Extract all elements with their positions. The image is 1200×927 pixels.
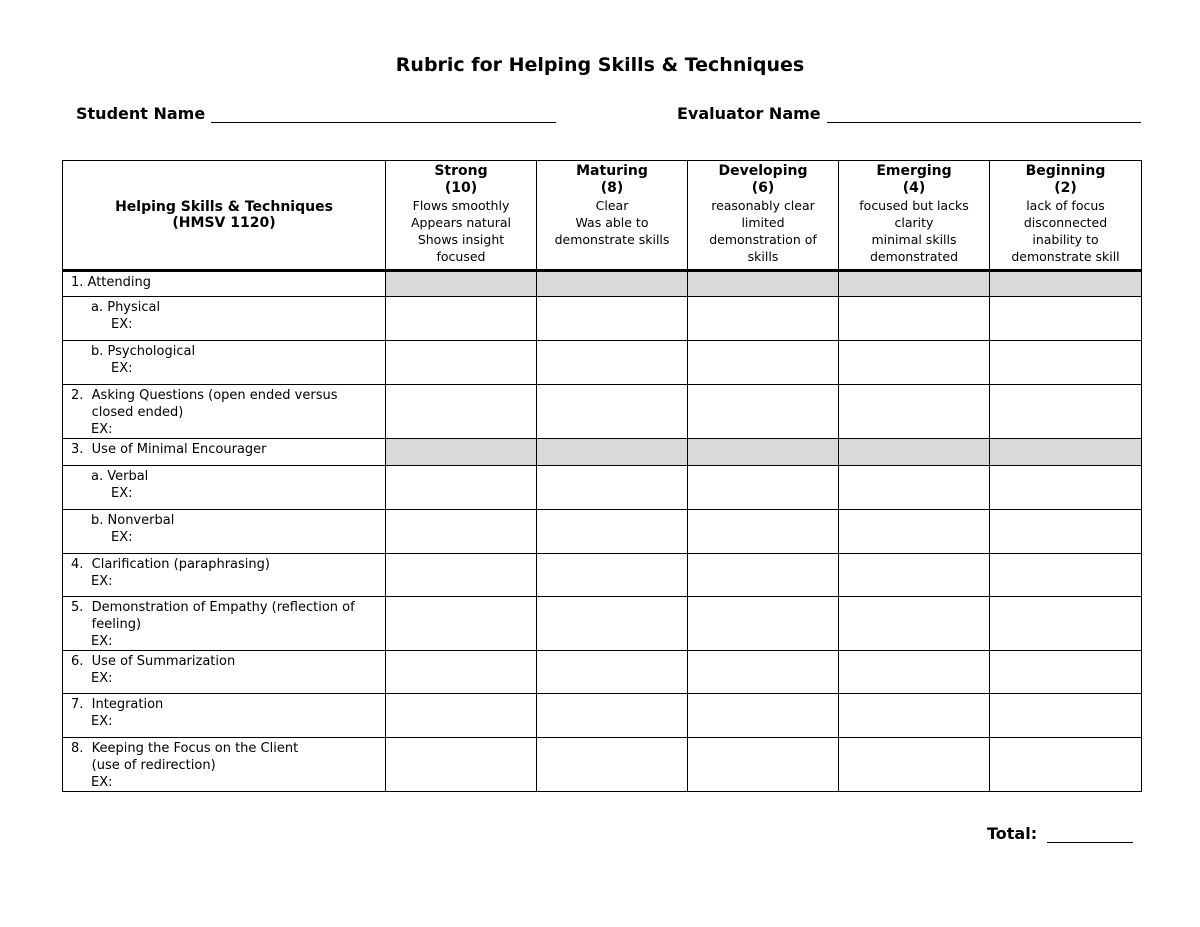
level-description: reasonably clear limited demonstration of skills [709, 198, 817, 264]
skill-label-cell [63, 694, 386, 738]
score-cell [990, 271, 1142, 297]
score-cell[interactable] [386, 466, 537, 510]
level-name: Maturing [576, 163, 648, 179]
level-description: lack of focus disconnected inability to demonstrate skill [1011, 198, 1120, 264]
score-cell[interactable] [990, 297, 1142, 341]
skill-label-cell [63, 738, 386, 792]
score-cell[interactable] [839, 651, 990, 694]
level-header-maturing [537, 161, 688, 271]
score-cell[interactable] [839, 738, 990, 792]
level-name: Strong [434, 163, 488, 179]
example-label: EX: [111, 361, 133, 376]
score-cell[interactable] [386, 510, 537, 554]
table-row [63, 439, 1142, 466]
score-cell[interactable] [537, 554, 688, 597]
table-row [63, 510, 1142, 554]
student-name-line[interactable] [211, 106, 556, 123]
rubric-table [62, 160, 1142, 792]
score-cell[interactable] [990, 651, 1142, 694]
score-cell[interactable] [688, 554, 839, 597]
skill-name: 5. Demonstration of Empathy (reflection of feeling) [71, 600, 355, 632]
skill-label-cell [63, 597, 386, 651]
example-label: EX: [111, 486, 133, 501]
score-cell[interactable] [537, 651, 688, 694]
score-cell[interactable] [688, 341, 839, 385]
example-label: EX: [91, 422, 113, 437]
score-cell [386, 271, 537, 297]
skill-name: 1. Attending [71, 275, 151, 290]
skill-label-cell [63, 297, 386, 341]
score-cell [688, 439, 839, 466]
skill-name: 7. Integration [71, 697, 164, 712]
total-label: Total: [987, 824, 1038, 843]
table-row [63, 554, 1142, 597]
level-points: (6) [751, 180, 775, 196]
example-label: EX: [111, 317, 133, 332]
score-cell [537, 439, 688, 466]
score-cell[interactable] [839, 297, 990, 341]
table-row [63, 271, 1142, 297]
score-cell[interactable] [537, 297, 688, 341]
score-cell[interactable] [688, 510, 839, 554]
evaluator-name-field [677, 104, 1141, 123]
skill-label-cell [63, 341, 386, 385]
student-name-label: Student Name [76, 104, 206, 123]
score-cell[interactable] [386, 554, 537, 597]
score-cell[interactable] [537, 597, 688, 651]
score-cell[interactable] [386, 597, 537, 651]
skill-label-cell [63, 554, 386, 597]
level-header-emerging [839, 161, 990, 271]
table-row [63, 694, 1142, 738]
score-cell[interactable] [990, 385, 1142, 439]
score-cell[interactable] [839, 510, 990, 554]
table-row [63, 385, 1142, 439]
score-cell[interactable] [990, 597, 1142, 651]
score-cell[interactable] [386, 651, 537, 694]
example-label: EX: [91, 775, 113, 790]
score-cell[interactable] [688, 597, 839, 651]
level-description: Flows smoothly Appears natural Shows insight focused [410, 198, 512, 264]
table-row [63, 297, 1142, 341]
score-cell[interactable] [537, 385, 688, 439]
skill-name: 8. Keeping the Focus on the Client (use of redirection) [71, 741, 299, 773]
level-points: (10) [444, 180, 478, 196]
score-cell[interactable] [688, 297, 839, 341]
score-cell[interactable] [386, 385, 537, 439]
level-points: (4) [902, 180, 926, 196]
level-name: Beginning [1025, 163, 1106, 179]
example-label: EX: [91, 671, 113, 686]
score-cell[interactable] [839, 554, 990, 597]
score-cell[interactable] [990, 466, 1142, 510]
score-cell[interactable] [990, 510, 1142, 554]
skill-label-cell [63, 651, 386, 694]
total-line[interactable] [1047, 826, 1133, 843]
skill-label-cell [63, 466, 386, 510]
score-cell[interactable] [537, 466, 688, 510]
level-header-strong [386, 161, 537, 271]
skill-label-cell [63, 510, 386, 554]
skill-name: 4. Clarification (paraphrasing) [71, 557, 270, 572]
score-cell[interactable] [990, 341, 1142, 385]
page-title: Rubric for Helping Skills & Techniques [395, 54, 805, 76]
skill-name: 2. Asking Questions (open ended versus closed ended) [71, 388, 338, 420]
score-cell [839, 271, 990, 297]
score-cell[interactable] [839, 341, 990, 385]
table-header-row [63, 161, 1142, 271]
table-row [63, 738, 1142, 792]
score-cell[interactable] [839, 385, 990, 439]
score-cell[interactable] [537, 694, 688, 738]
score-cell[interactable] [990, 738, 1142, 792]
score-cell[interactable] [688, 466, 839, 510]
evaluator-name-line[interactable] [827, 106, 1141, 123]
score-cell[interactable] [688, 651, 839, 694]
level-points: (2) [1054, 180, 1077, 196]
table-row [63, 341, 1142, 385]
skill-label-cell [63, 439, 386, 466]
skill-label-cell [63, 271, 386, 297]
skill-label-cell [63, 385, 386, 439]
skills-column-label: Helping Skills & Techniques (HMSV 1120) [115, 199, 333, 231]
rubric-body [63, 271, 1142, 792]
score-cell[interactable] [386, 341, 537, 385]
score-cell[interactable] [386, 738, 537, 792]
level-header-developing [688, 161, 839, 271]
score-cell[interactable] [839, 694, 990, 738]
sub-skill-name: a. Physical [91, 300, 161, 315]
score-cell [537, 271, 688, 297]
table-row [63, 597, 1142, 651]
example-label: EX: [91, 574, 113, 589]
score-cell[interactable] [537, 510, 688, 554]
level-description: focused but lacks clarity minimal skills demonstrated [859, 198, 969, 264]
score-cell[interactable] [386, 297, 537, 341]
score-cell[interactable] [990, 554, 1142, 597]
level-description: Clear Was able to demonstrate skills [554, 198, 670, 247]
score-cell [688, 271, 839, 297]
example-label: EX: [111, 530, 133, 545]
skill-name: 6. Use of Summarization [71, 654, 236, 669]
sub-skill-name: b. Psychological [91, 344, 196, 359]
score-cell [990, 439, 1142, 466]
example-label: EX: [91, 634, 113, 649]
level-points: (8) [600, 180, 624, 196]
score-cell[interactable] [688, 694, 839, 738]
evaluator-name-label: Evaluator Name [677, 104, 821, 123]
score-cell[interactable] [839, 466, 990, 510]
level-header-beginning [990, 161, 1142, 271]
example-label: EX: [91, 714, 113, 729]
score-cell[interactable] [688, 385, 839, 439]
score-cell [386, 439, 537, 466]
total-field [987, 824, 1133, 843]
skill-name: 3. Use of Minimal Encourager [71, 442, 267, 457]
student-name-field [76, 104, 556, 123]
score-cell[interactable] [688, 738, 839, 792]
skills-column-header [63, 161, 386, 271]
table-row [63, 651, 1142, 694]
score-cell[interactable] [537, 738, 688, 792]
score-cell [839, 439, 990, 466]
sub-skill-name: a. Verbal [91, 469, 149, 484]
score-cell[interactable] [990, 694, 1142, 738]
score-cell[interactable] [386, 694, 537, 738]
score-cell[interactable] [839, 597, 990, 651]
level-name: Developing [718, 163, 808, 179]
table-row [63, 466, 1142, 510]
level-name: Emerging [876, 163, 952, 179]
score-cell[interactable] [537, 341, 688, 385]
sub-skill-name: b. Nonverbal [91, 513, 175, 528]
